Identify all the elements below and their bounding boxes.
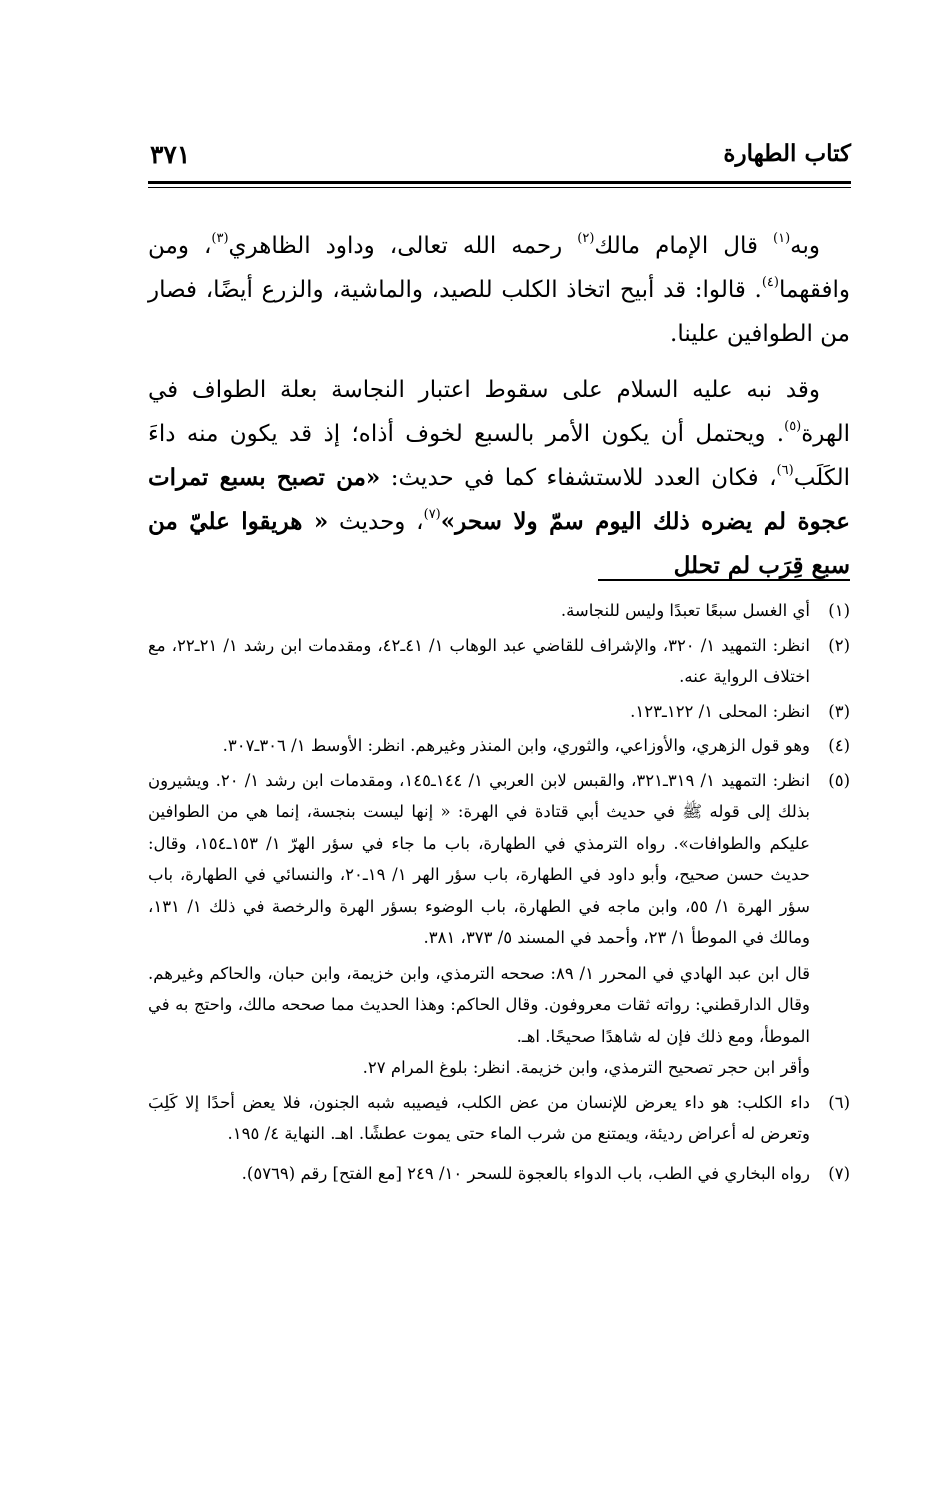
footnote-text: رواه البخاري في الطب، باب الدواء بالعجوة للسحر ١٠/ ٢٤٩ [مع الفتح] رقم (٥٧٦٩). xyxy=(241,1163,810,1183)
footnote-ref: (١) xyxy=(773,231,791,247)
footnote-text: انظر: التمهيد ١/ ٣١٩ـ٣٢١، والقبس لابن العربي ١/ ١٤٤ـ١٤٥، ومقدمات ابن رشد ١/ ٢٠. ويشيرون بذلك إلى قوله ﷺ في حديث أبي قتادة في الهرة: « إنها ليست بنجسة، إنما هي من الطوافين عليكم والطوافات». رواه الترمذي في الطهارة، باب ما جاء في سؤر الهرّ ١/ ١٥٣ـ١٥٤، وقال: حديث حسن صحيح، وأبو داود في الطهارة، باب سؤر الهر ١/ ١٩ـ٢٠، والنسائي في الطهارة، باب سؤر الهرة ١/ ٥٥، وابن ماجه في الطهارة، باب الوضوء بسؤر الهرة والرخصة في ذلك ١/ ١٣١، ومالك في الموطأ ١/ ٢٣، وأحمد في المسند ٥/ ٣٧٣، ٣٨١. xyxy=(148,770,811,947)
running-title: كتاب الطهارة xyxy=(723,140,851,167)
footnote-text: انظر: التمهيد ١/ ٣٢٠، والإشراف للقاضي عبد الوهاب ١/ ٤١ـ٤٢، ومقدمات ابن رشد ١/ ٢١ـ٢٢، مع اختلاف الرواية عنه. xyxy=(148,635,810,686)
footnote-ref: (٦) xyxy=(776,463,794,479)
footnote xyxy=(148,1087,850,1150)
text-run: وبه xyxy=(790,233,820,259)
footnote-number: (٣) xyxy=(828,701,850,721)
text-run: . قالوا: قد أبيح اتخاذ الكلب للصيد، والماشية، والزرع أيضًا، فصار من الطوافين علينا. xyxy=(148,277,850,347)
text-run: رحمه الله تعالى، وداود الظاهري xyxy=(228,233,578,259)
text-run: ، ومن وافقهما xyxy=(148,233,850,303)
text-run: وقد نبه عليه السلام على سقوط اعتبار النجاسة بعلة الطواف في الهرة xyxy=(148,377,850,447)
footnote-continuation: قال ابن عبد الهادي في المحرر ١/ ٨٩: صححه الترمذي، وابن خزيمة، وابن حبان، والحاكم وغيرهم. وقال الدارقطني: رواته ثقات معروفون. وقال الحاكم: وهذا الحديث مما صححه مالك، واحتج به في الموطأ، ومع ذلك فإن له شاهدًا صحيحًا. اهـ. xyxy=(148,963,810,1046)
page-header xyxy=(148,140,851,182)
footnote xyxy=(148,696,850,728)
footnote-ref: (٢) xyxy=(577,231,595,247)
paragraph-2 xyxy=(148,368,850,588)
footnote-text: أي الغسل سبعًا تعبدًا وليس للنجاسة. xyxy=(560,601,810,620)
page-number: ٣٧١ xyxy=(150,140,191,169)
text-run: ، فكان العدد للاستشفاء كما في حديث: xyxy=(380,465,777,491)
paragraph-1 xyxy=(148,224,850,356)
footnote xyxy=(148,1158,850,1190)
footnote-number: (٢) xyxy=(828,635,850,655)
footnote-number: (١) xyxy=(828,601,850,620)
header-rule-thin xyxy=(148,187,851,188)
footnote-separator xyxy=(598,579,850,581)
footnote-ref: (٣) xyxy=(211,231,229,247)
header-rule-thick xyxy=(148,181,851,184)
footnote-ref: (٤) xyxy=(761,275,779,291)
hadith-quote: «من تصبح بسبع تمرات عجوة لم يضره ذلك اليوم سمّ ولا سحر» xyxy=(148,464,850,535)
footnote xyxy=(148,595,850,627)
footnotes xyxy=(148,595,850,1192)
main-text xyxy=(148,224,850,588)
text-run: ، وحديث xyxy=(328,509,424,535)
hadith-quote: « هريقوا عليّ من سبع قِرَب لم تحلل xyxy=(148,508,850,579)
footnote-number: (٦) xyxy=(828,1092,850,1112)
footnote-number: (٥) xyxy=(828,770,850,790)
text-run: . ويحتمل أن يكون الأمر بالسبع لخوف أذاه؛ إذ قد يكون منه داءَ الكَلَب xyxy=(148,421,850,491)
footnote-ref: (٥) xyxy=(784,419,802,435)
text-run: قال الإمام مالك xyxy=(594,233,774,259)
footnote-number: (٧) xyxy=(828,1163,850,1183)
footnote-continuation: وأقر ابن حجر تصحيح الترمذي، وابن خزيمة. انظر: بلوغ المرام ٢٧. xyxy=(362,1058,810,1077)
footnote xyxy=(148,765,850,1084)
footnote xyxy=(148,730,850,762)
footnote-number: (٤) xyxy=(828,736,850,755)
footnote-ref: (٧) xyxy=(423,507,441,523)
footnote-text: داء الكلب: هو داء يعرض للإنسان من عض الكلب، فيصيبه شبه الجنون، فلا يعض أحدًا إلا كَلِبَ وتعرض له أعراض رديئة، ويمتنع من شرب الماء حتى يموت عطشًا. اهـ. النهاية ٤/ ١٩٥. xyxy=(148,1092,810,1143)
footnote-text: انظر: المحلى ١/ ١٢٢ـ١٢٣. xyxy=(630,701,810,721)
footnote xyxy=(148,630,850,693)
footnote-text: وهو قول الزهري، والأوزاعي، والثوري، وابن المنذر وغيرهم. انظر: الأوسط ١/ ٣٠٦ـ٣٠٧. xyxy=(222,736,810,755)
